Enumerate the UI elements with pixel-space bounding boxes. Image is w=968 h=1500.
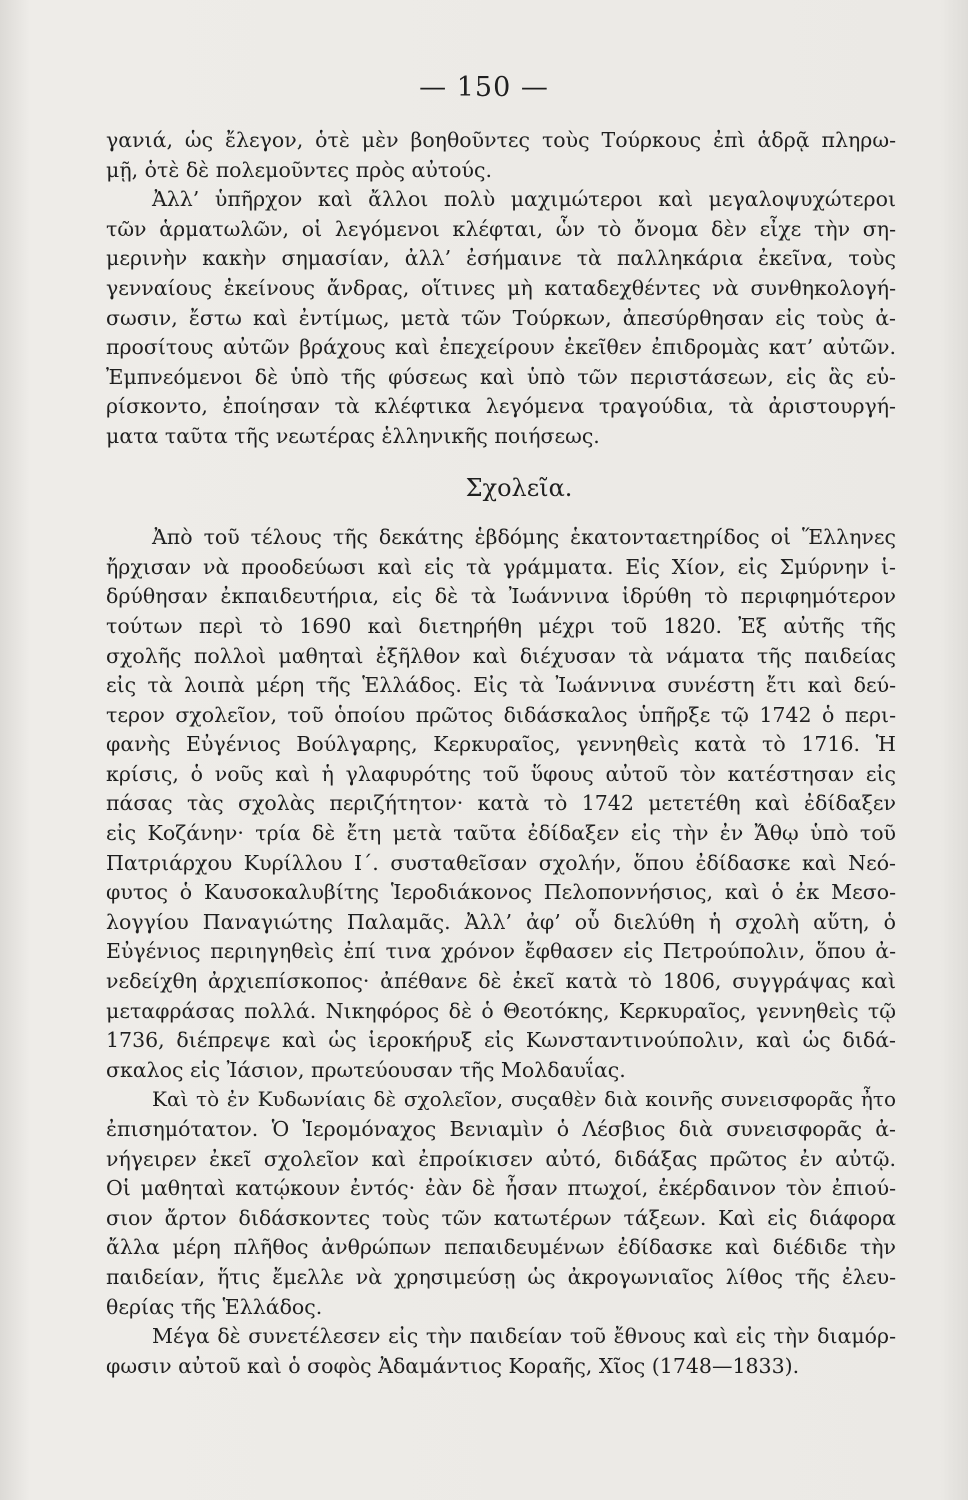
- text-line: εἰς τὰ λοιπὰ μέρη τῆς Ἑλλάδος. Εἰς τὰ Ἰωάννινα συνέστη ἔτι καὶ δεύ-: [106, 673, 896, 698]
- text-line: δρύθησαν ἐκπαιδευτήρια, εἰς δὲ τὰ Ἰωάννινα ἱδρύθη τὸ περιφημότερον: [106, 584, 896, 609]
- text-line: Πατριάρχου Κυρίλλου Ι΄. συσταθεῖσαν σχολήν, ὅπου ἐδίδασκε καὶ Νεό-: [106, 850, 896, 875]
- text-line: μεταφράσας πολλά. Νικηφόρος δὲ ὁ Θεοτόκης, Κερκυραῖος, γεννηθεὶς τῷ: [106, 998, 896, 1023]
- text-line: νεδείχθη ἀρχιεπίσκοπος· ἀπέθανε δὲ ἐκεῖ κατὰ τὸ 1806, συγγράψας καὶ: [106, 969, 896, 994]
- text-line: κρίσις, ὁ νοῦς καὶ ἡ γλαφυρότης τοῦ ὕφους αὐτοῦ τὸν κατέστησαν εἰς: [106, 761, 896, 786]
- text-line: τερον σχολεῖον, τοῦ ὁποίου πρῶτος διδάσκαλος ὑπῆρξε τῷ 1742 ὁ περι-: [106, 702, 896, 727]
- text-line: γανιά, ὡς ἔλεγον, ὁτὲ μὲν βοηθοῦντες τοὺς Τούρκους ἐπὶ ἁδρᾷ πληρω-: [106, 128, 896, 152]
- text-line: θερίας τῆς Ἑλλάδος.: [106, 1294, 323, 1319]
- text-line: σκαλος εἰς Ἰάσιον, πρωτεύουσαν τῆς Μολδαυΐας.: [106, 1057, 626, 1082]
- paragraph-5: [106, 1322, 896, 1381]
- text-line: Οἱ μαθηταὶ κατῴκουν ἐντός· ἐὰν δὲ ἦσαν πτωχοί, ἐκέρδαινον τὸν ἐπιού-: [106, 1176, 896, 1201]
- text-line: προσίτους αὐτῶν βράχους καὶ ἐπεχείρουν ἐκεῖθεν ἐπιδρομὰς κατ’ αὐτῶν.: [106, 335, 896, 360]
- text-line: Μέγα δὲ συνετέλεσεν εἰς τὴν παιδείαν τοῦ ἔθνους καὶ εἰς τὴν διαμόρ-: [152, 1324, 896, 1349]
- text-line: ρίσκοντο, ἐποίησαν τὰ κλέφτικα λεγόμενα τραγούδια, τὰ ἀριστουργή-: [106, 394, 896, 419]
- text-line: φανὴς Εὐγένιος Βούλγαρης, Κερκυραῖος, γεννηθεὶς κατὰ τὸ 1716. Ἡ: [106, 732, 896, 757]
- text-line: ἐπισημότατον. Ὁ Ἱερομόναχος Βενιαμὶν ὁ Λέσβιος διὰ συνεισφορᾶς ἀ-: [106, 1117, 896, 1141]
- page-number: — 150 —: [419, 72, 549, 103]
- text-line: νήγειρεν ἐκεῖ σχολεῖον καὶ ἐπροίκισεν αὐτό, διδάξας πρῶτος ἐν αὐτῷ.: [106, 1146, 896, 1171]
- text-line: Ἀπὸ τοῦ τέλους τῆς δεκάτης ἑβδόμης ἑκατονταετηρίδος οἱ Ἕλληνες: [152, 525, 896, 550]
- text-line: μερινὴν κακὴν σημασίαν, ἀλλ’ ἐσήμαινε τὰ παλληκάρια ἐκεῖνα, τοὺς: [106, 246, 896, 271]
- text-line: σωσιν, ἔστω καὶ ἐντίμως, μετὰ τῶν Τούρκων, ἀπεσύρθησαν εἰς τοὺς ἀ-: [106, 305, 896, 330]
- text-line: μῇ, ὁτὲ δὲ πολεμοῦντες πρὸς αὐτούς.: [106, 157, 492, 182]
- text-line: σχολῆς πολλοὶ μαθηταὶ ἐξῆλθον καὶ διέχυσαν τὰ νάματα τῆς παιδείας: [106, 643, 896, 668]
- text-line: Ἀλλ’ ὑπῆρχον καὶ ἄλλοι πολὺ μαχιμώτεροι καὶ μεγαλοψυχώτεροι: [152, 187, 896, 212]
- text-line: Καὶ τὸ ἐν Κυδωνίαις δὲ σχολεῖον, συςαθὲν διὰ κοινῆς συνεισφορᾶς ἦτο: [152, 1087, 896, 1112]
- text-line: γενναίους ἐκείνους ἄνδρας, οἵτινες μὴ καταδεχθέντες νὰ συνθηκολογή-: [106, 275, 896, 300]
- text-line: φυτος ὁ Καυσοκαλυβίτης Ἱεροδιάκονος Πελοποννήσιος, καὶ ὁ ἐκ Μεσο-: [106, 880, 896, 905]
- paragraph-1: [106, 126, 896, 185]
- text-line: Εὐγένιος περιηγηθεὶς ἐπί τινα χρόνον ἔφθασεν εἰς Πετρούπολιν, ὅπου ἀ-: [106, 939, 896, 964]
- text-line: λογγίου Παναγιώτης Παλαμᾶς. Ἀλλ’ ἀφ’ οὗ διελύθη ἡ σχολὴ αὕτη, ὁ: [106, 909, 896, 934]
- text-line: 1736, διέπρεψε καὶ ὡς ἱεροκήρυξ εἰς Κωνσταντινούπολιν, καὶ ὡς διδά-: [106, 1028, 896, 1053]
- text-line: φωσιν αὐτοῦ καὶ ὁ σοφὸς Ἀδαμάντιος Κοραῆς, Χῖος (1748—1833).: [106, 1353, 800, 1378]
- text-line: τῶν ἁρματωλῶν, οἱ λεγόμενοι κλέφται, ὧν τὸ ὄνομα δὲν εἶχε τὴν ση-: [106, 216, 896, 241]
- text-line: εἰς Κοζάνην· τρία δὲ ἔτη μετὰ ταῦτα ἐδίδαξεν εἰς τὴν ἐν Ἄθῳ ὑπὸ τοῦ: [106, 821, 896, 846]
- section-heading: Σχολεῖα.: [465, 473, 573, 502]
- paragraph-2: [106, 185, 896, 451]
- text-line: τούτων περὶ τὸ 1690 καὶ διετηρήθη μέχρι τοῦ 1820. Ἐξ αὐτῆς τῆς: [106, 613, 896, 638]
- text-line: ἄλλα μέρη πλῆθος ἀνθρώπων πεπαιδευμένων ἐδίδασκε καὶ διέδιδε τὴν: [106, 1235, 896, 1260]
- paragraph-3: [106, 523, 896, 1085]
- text-line: παιδείαν, ἥτις ἔμελλε νὰ χρησιμεύσῃ ὡς ἀκρογωνιαῖος λίθος τῆς ἐλευ-: [106, 1264, 896, 1289]
- page-text: [106, 126, 896, 1381]
- text-line: ματα ταῦτα τῆς νεωτέρας ἑλληνικῆς ποιήσεως.: [106, 423, 600, 448]
- text-line: πάσας τὰς σχολὰς περιζήτητον· κατὰ τὸ 1742 μετετέθη καὶ ἐδίδαξεν: [106, 791, 896, 816]
- text-line: ἤρχισαν νὰ προοδεύωσι καὶ εἰς τὰ γράμματα. Εἰς Χίον, εἰς Σμύρνην ἱ-: [106, 554, 896, 579]
- text-line: Ἐμπνεόμενοι δὲ ὑπὸ τῆς φύσεως καὶ ὑπὸ τῶν περιστάσεων, εἰς ἃς εὑ-: [106, 364, 896, 389]
- text-line: σιον ἄρτον διδάσκοντες τοὺς τῶν κατωτέρων τάξεων. Καὶ εἰς διάφορα: [106, 1205, 896, 1230]
- paragraph-4: [106, 1085, 896, 1322]
